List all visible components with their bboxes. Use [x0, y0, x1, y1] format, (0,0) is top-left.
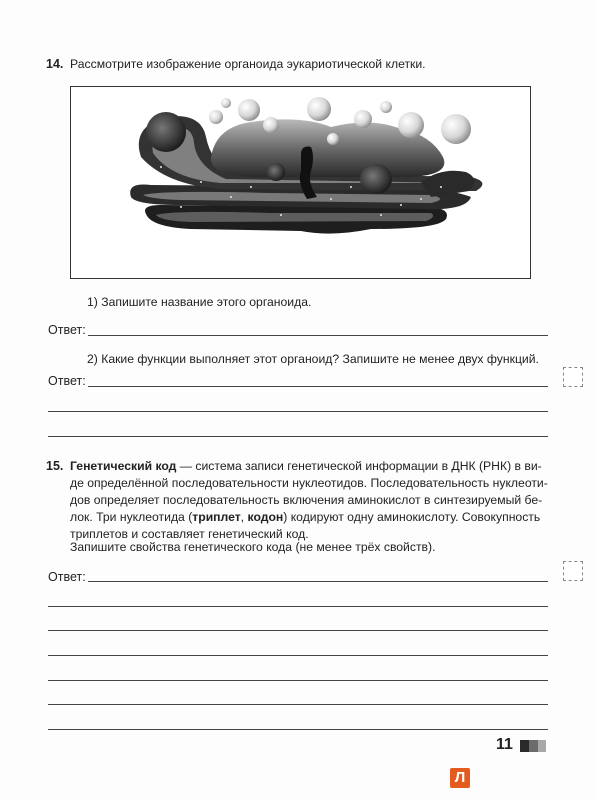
- golgi-apparatus-illustration: [71, 87, 530, 278]
- answer-line-15-1[interactable]: [88, 581, 548, 582]
- term-genetic-code: Генетический код: [70, 459, 177, 473]
- question-14-subquestion-1: 1) Запишите название этого органоида.: [87, 295, 312, 309]
- answer-line-14-2b[interactable]: [48, 411, 548, 412]
- question-14-subquestion-2: 2) Какие функции выполняет этот органоид? Запишите не менее двух функций.: [87, 352, 539, 366]
- answer-line-15-5[interactable]: [48, 680, 548, 681]
- definition-line-1: — система записи генетической информации в ДНК (РНК) в ви-: [176, 459, 542, 473]
- answer-label-14-2: Ответ:: [48, 374, 86, 388]
- term-triplet: триплет: [192, 510, 241, 524]
- question-15-definition: [70, 458, 548, 543]
- page-bar-light: [538, 740, 546, 752]
- question-14-number: 14.: [46, 57, 64, 71]
- answer-line-15-3[interactable]: [48, 630, 548, 631]
- definition-line-5: триплетов и составляет генетический код.: [70, 527, 309, 541]
- answer-line-15-4[interactable]: [48, 655, 548, 656]
- answer-line-14-1[interactable]: [88, 335, 548, 336]
- page-bar-dark: [520, 740, 529, 752]
- answer-line-14-2a[interactable]: [88, 386, 548, 387]
- organelle-image-frame: [70, 86, 531, 279]
- question-15-number: 15.: [46, 459, 64, 473]
- definition-line-4a: лок. Три нуклеотида (: [70, 510, 193, 524]
- definition-line-4e: ) кодируют одну аминокислоту. Совокупность: [283, 510, 541, 524]
- question-14-prompt: Рассмотрите изображение органоида эукариотической клетки.: [70, 57, 426, 71]
- question-15-task: Запишите свойства генетического кода (не менее трёх свойств).: [70, 540, 436, 554]
- definition-line-2: де определённой последовательности нуклеотидов. Последовательность нуклеоти-: [70, 476, 548, 490]
- definition-line-3: дов определяет последовательность включения аминокислот в синтезируемый бе-: [70, 493, 543, 507]
- definition-line-4c: ,: [240, 510, 248, 524]
- answer-line-15-6[interactable]: [48, 704, 548, 705]
- answer-line-15-7[interactable]: [48, 729, 548, 730]
- answer-label-15: Ответ:: [48, 570, 86, 584]
- page-bar-mid: [529, 740, 538, 752]
- answer-label-14-1: Ответ:: [48, 323, 86, 337]
- answer-line-14-2c[interactable]: [48, 436, 548, 437]
- term-codon: кодон: [247, 510, 284, 524]
- publisher-logo-icon: Л: [450, 768, 470, 788]
- score-box-14[interactable]: [563, 367, 583, 387]
- page-number: 11: [496, 736, 513, 753]
- score-box-15[interactable]: [563, 561, 583, 581]
- answer-line-15-2[interactable]: [48, 606, 548, 607]
